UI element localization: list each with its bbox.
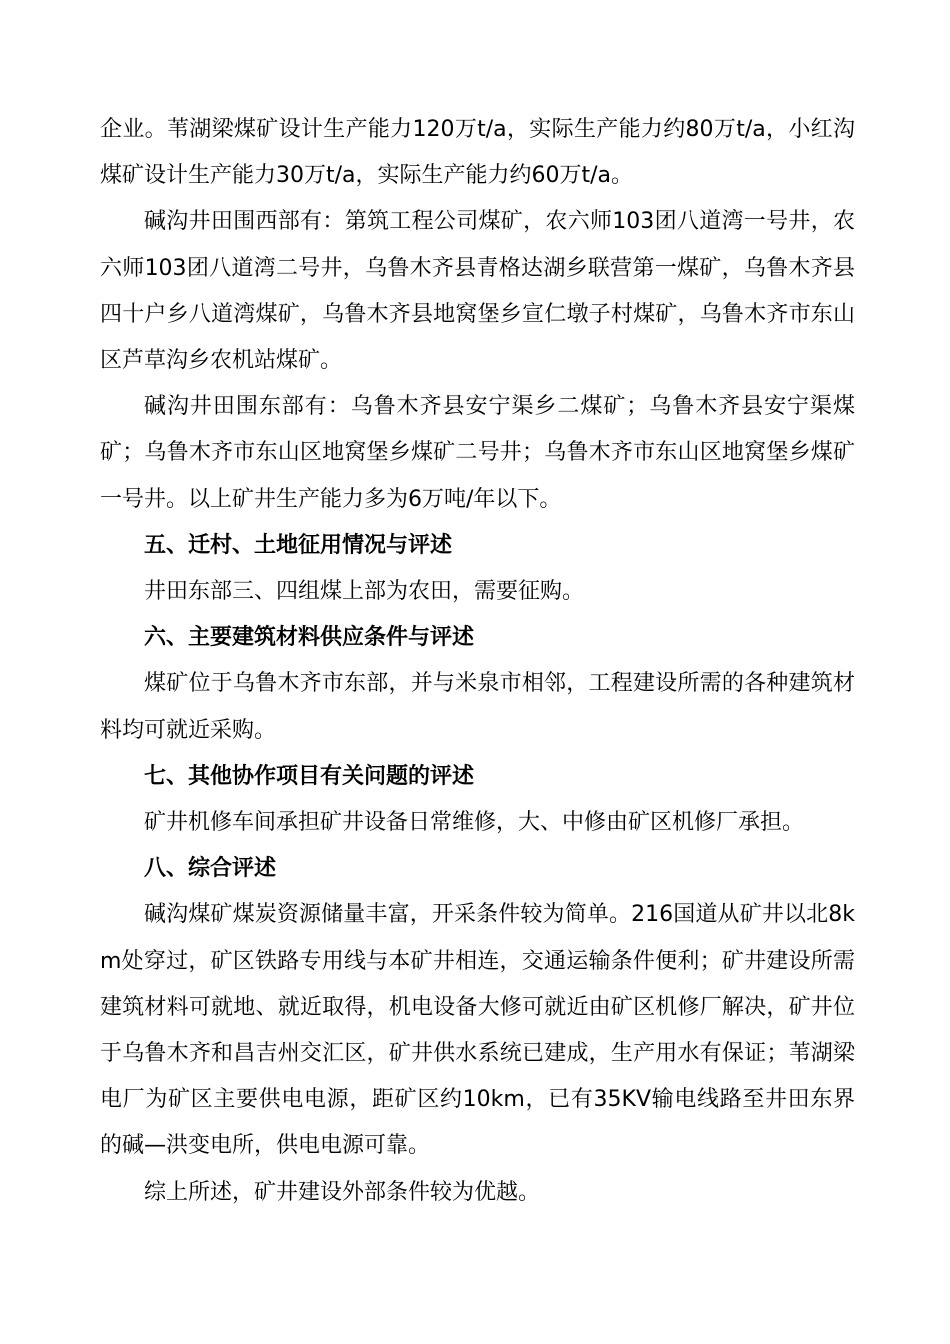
paragraph-west-mines: 碱沟井田围西部有：第筑工程公司煤矿，农六师103团八道湾一号井，农六师103团八道湾二号井，乌鲁木齐县青格达湖乡联营第一煤矿，乌鲁木齐县四十户乡八道湾煤矿，乌鲁木齐县地窝堡乡宣仁墩子村煤矿，乌鲁木齐市东山区芦草沟乡农机站煤矿。	[100, 209, 855, 374]
section-heading-8: 八、综合评述	[144, 856, 277, 882]
section-heading-5: 五、迁村、土地征用情况与评述	[144, 532, 453, 558]
paragraph-land: 井田东部三、四组煤上部为农田，需要征购。	[144, 579, 585, 605]
paragraph-materials: 煤矿位于乌鲁木齐市东部，并与米泉市相邻，工程建设所需的各种建筑材料均可就近采购。	[100, 671, 855, 743]
section-heading-7: 七、其他协作项目有关问题的评述	[144, 763, 475, 789]
paragraph-east-mines: 碱沟井田围东部有：乌鲁木齐县安宁渠乡二煤矿；乌鲁木齐县安宁渠煤矿；乌鲁木齐市东山区地窝堡乡煤矿二号井；乌鲁木齐市东山区地窝堡乡煤矿一号井。以上矿井生产能力多为6万吨/年以下。	[100, 394, 855, 512]
document-page	[100, 107, 855, 1216]
section-heading-6: 六、主要建筑材料供应条件与评述	[144, 625, 475, 651]
paragraph-conclusion: 综上所述，矿井建设外部条件较为优越。	[144, 1179, 541, 1205]
paragraph-summary: 碱沟煤矿煤炭资源储量丰富，开采条件较为简单。216国道从矿井以北8km处穿过，矿区铁路专用线与本矿井相连，交通运输条件便利；矿井建设所需建筑材料可就地、就近取得，机电设备大修可就近由矿区机修厂解决，矿井位于乌鲁木齐和昌吉州交汇区，矿井供水系统已建成，生产用水有保证；苇湖梁电厂为矿区主要供电电源，距矿区约10km，已有35KV输电线路至井田东界的碱—洪变电所，供电电源可靠。	[100, 902, 855, 1159]
paragraph-1: 企业。苇湖梁煤矿设计生产能力120万t/a，实际生产能力约80万t/a，小红沟煤矿设计生产能力30万t/a，实际生产能力约60万t/a。	[100, 117, 855, 189]
paragraph-repair: 矿井机修车间承担矿井设备日常维修，大、中修由矿区机修厂承担。	[144, 810, 805, 836]
